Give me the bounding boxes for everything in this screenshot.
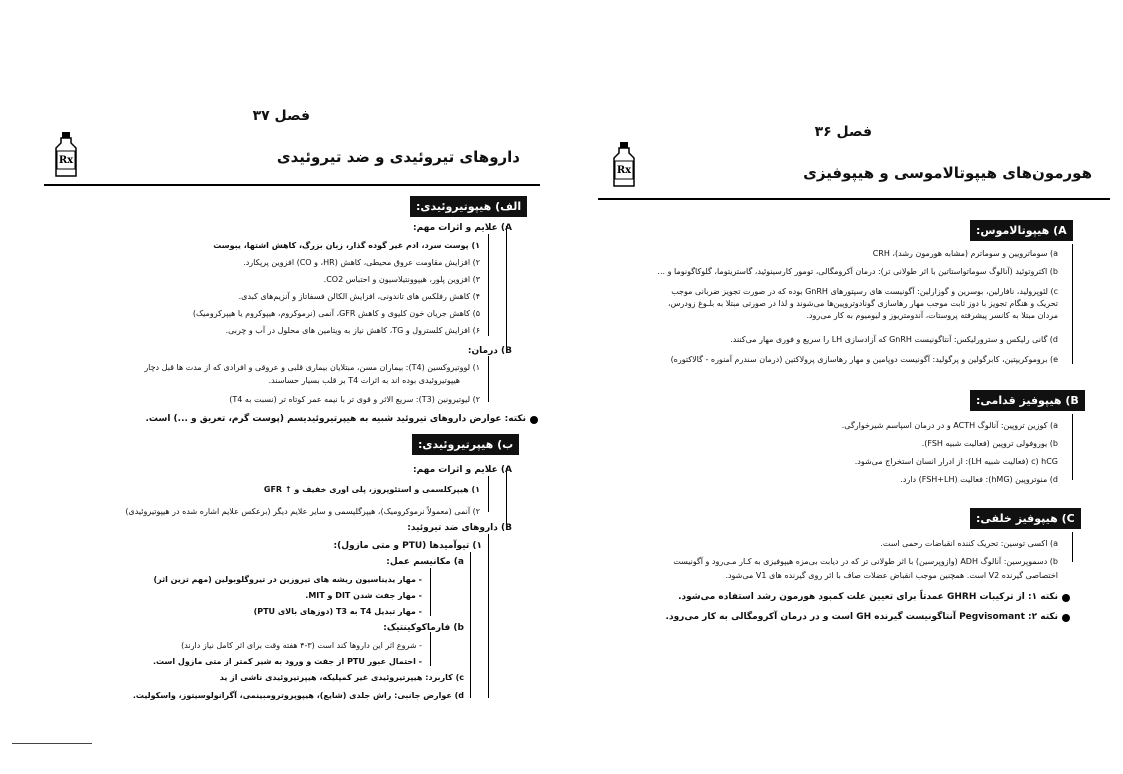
right-section-posterior-pituitary	[970, 508, 1081, 529]
right-note-1: نکته ۱: از ترکیبات GHRH عمدتاً برای تعیین علت کمبود هورمون رشد استفاده می‌شود.	[678, 592, 1058, 602]
hypo-treatment-item: ۱) لووتیروکسین (T4): بیماران مسن، مبتلایان بیماری قلبی و عروقی و افرادی که از مدت ها قبل دچار	[144, 363, 480, 372]
posterior-pituitary-item: a) اکسی توسین: تحریک کننده انقباضات رحمی است.	[880, 539, 1058, 548]
section-label: هیپوفیز خلفی:	[976, 512, 1058, 525]
left-page	[0, 0, 560, 774]
posterior-pituitary-item: اختصاصی گیرنده V2 است. همچنین موجب انقباض عضلات صاف با اثر روی گیرنده های V1 می‌شود.	[725, 571, 1058, 580]
hypo-sign-item: ۴) کاهش رفلکس های تاندونی، افزایش الکالن فسفاتاز و آنزیم‌های کبدی.	[238, 292, 480, 301]
note-drop-icon	[1062, 594, 1070, 602]
hypo-sign-item: ۳) افزوین پلور، هیپوونتیلاسیون و احتباس CO2.	[323, 275, 480, 284]
right-note-2: نکته ۲: Pegvisomant آنتاگونیست گیرنده GH است و در درمان آکرومگالی به کار می‌رود.	[665, 612, 1058, 622]
hypothalamus-item: تحریک و هنگام تجویز با دوز ثابت موجب مهار رهاسازی گونادوتروپین‌ها می‌شوند و لذا در صورتی مبتلا به بلـوغ زودرس،	[668, 299, 1058, 308]
section-letter: ب)	[497, 438, 514, 451]
left-title-rule	[44, 184, 540, 186]
tree-line	[1072, 414, 1073, 480]
section-letter: C)	[1061, 512, 1075, 525]
section-label: هیپرتیروئیدی:	[418, 438, 494, 451]
anterior-pituitary-item: b) یوروفولی تروپین (فعالیت شبیه FSH).	[921, 439, 1058, 448]
tree-line	[506, 468, 507, 528]
thioamides-header: ۱) تیوآمیدها (PTU و متی مازول):	[333, 541, 482, 551]
tree-line	[488, 534, 489, 698]
hypo-sign-item: ۵) کاهش جریان خون کلیوی و کاهش GFR، آنمی (نرموکروم، هیپوکروم یا هیپرکرومیک)	[192, 309, 480, 318]
hyper-sign-item: ۲) آنمی (معمولاً نرموکرومیک)، هیپرگلیسمی و سایر علایم دیگر (برعکس علایم اشاره شده در هیپوتیروئیدی)	[125, 507, 480, 516]
rx-bottle-icon	[54, 132, 78, 178]
hypothalamus-item: b) اکتروتوئید (آنالوگ سوماتواستاتین با اثر طولانی تر): درمان آکرومگالی، تومور کارسینوئید، گاستریتوما، گلوکاگونوما و ...	[657, 267, 1058, 276]
left-chapter-number: فصل ۳۷	[252, 108, 310, 124]
hypothalamus-item: d) گانی رلیکس و سترورلیکس: آنتاگونیست GnRH که آزادسازی LH را سریع و فوری مهار می‌کنند.	[730, 335, 1058, 344]
mechanism-item: - مهار جفت شدن DIT و MIT.	[305, 591, 422, 600]
tree-line	[430, 632, 431, 666]
tree-line	[506, 226, 507, 352]
antithyroid-header: B) داروهای ضد تیروئید:	[407, 523, 512, 533]
hypothalamus-item: مردان مبتلا به کانسر پیشرفته پروستات، آندومتریوز و لیومیوم به کار می‌رود.	[806, 311, 1058, 320]
left-section-hyperthyroid	[412, 434, 519, 455]
section-label: هیپوفیز قدامی:	[976, 394, 1062, 407]
tree-line	[470, 552, 471, 698]
section-letter: الف)	[495, 200, 522, 213]
pharmacokinetics-item: - شروع اثر این داروها کند است (۳-۴ هفته وقت برای اثر کامل نیاز دارند)	[181, 641, 422, 650]
pharmacokinetics-item: - احتمال عبور PTU از جفت و ورود به شیر کمتر از متی مازول است.	[152, 657, 422, 666]
page-footer-rule	[12, 743, 92, 744]
anterior-pituitary-item: a) کوزین تروپین: آنالوگ ACTH و در درمان اسپاسم شیرخوارگی.	[841, 421, 1058, 430]
right-chapter-title: هورمون‌های هیپوتالاموسی و هیپوفیزی	[803, 164, 1092, 182]
mechanism-item: - مهار یدیناسیون ریشه های تیروزین در تیروگلوبولین (مهم ترین اثر)	[153, 575, 422, 584]
note-drop-icon	[1062, 614, 1070, 622]
posterior-pituitary-item: b) دسموپرسین: آنالوگ ADH (وازوپرسین) با اثر طولانی تر که در دیابت بی‌مزه هیپوفیزی به کـار مـی‌رود و آگونیست	[673, 557, 1058, 566]
svg-text:Rx: Rx	[58, 155, 74, 166]
hypo-treatment-item: هیپوتیروئیدی بوده اند به اثرات T4 بر قلب بسیار حساسند.	[268, 376, 460, 385]
section-label: هیپوتیروئیدی:	[416, 200, 492, 213]
right-section-anterior-pituitary	[970, 390, 1085, 411]
mechanism-item: - مهار تبدیل T4 به T3 (دوزهای بالای PTU)	[253, 607, 422, 616]
hypo-treatment-header: B) درمان:	[467, 346, 512, 356]
right-page	[562, 0, 1123, 774]
right-section-hypothalamus	[970, 220, 1073, 241]
note-drop-icon	[530, 416, 538, 424]
hyper-sign-item: ۱) هیپرکلسمی و استئوپروز، پلی اوری خفیف و ↑ GFR	[263, 485, 480, 494]
hypo-sign-item: ۱) پوست سرد، ادم غیر گوده گذار، زبان بزرگ، کاهش اشتها، یبوست	[213, 241, 480, 250]
hypothalamus-item: a) سوماترویین و سوماترم (مشابه هورمون رشد)، CRH	[872, 249, 1058, 258]
tree-line	[488, 234, 489, 336]
tree-line	[430, 568, 431, 616]
mechanism-header: a) مکانیسم عمل:	[386, 557, 464, 567]
tree-line	[1072, 244, 1073, 364]
svg-text:Rx: Rx	[616, 165, 632, 176]
section-letter: B)	[1065, 394, 1079, 407]
hypothalamus-item: c) لئوپرولید، نافارلین، بوسرین و گوزارلین: آگونیست های رسپتورهای GnRH بوده که در صورت تجویز ضربانی موجب	[671, 287, 1058, 296]
tree-line	[488, 356, 489, 402]
section-label: هیپوتالاموس:	[976, 224, 1050, 237]
right-chapter-number: فصل ۳۶	[814, 124, 872, 140]
left-note: نکته: عوارض داروهای تیروئید شبیه به هیپرتیروئیدیسم (پوست گرم، تعریق و ...) است.	[145, 414, 526, 424]
hypo-sign-item: ۶) افزایش کلسترول و TG، کاهش نیاز به ویتامین های محلول در آب و چربی.	[225, 326, 480, 335]
right-title-rule	[598, 198, 1110, 200]
hypothalamus-item: e) بروموکریپتین، کابرگولین و پرگولید: آگونیست دوپامین و مهار رهاسازی پرولاکتین (درمان سندرم آمنوره - گالاکتوره)	[670, 355, 1058, 364]
anterior-pituitary-item: d) منوتروپین (hMG): فعالیت (FSH+LH) دارد.	[900, 475, 1058, 484]
usage-item: c) کاربرد: هیپرتیروئیدی غیر کمپلیکه، هیپرتیروئیدی ناشی از ید	[219, 673, 464, 682]
left-section-hypothyroid	[410, 196, 527, 217]
section-letter: A)	[1053, 224, 1067, 237]
tree-line	[488, 476, 489, 512]
rx-bottle-icon	[612, 142, 636, 188]
anterior-pituitary-item: c) hCG (فعالیت شبیه LH): از ادرار انسان استخراج می‌شود.	[854, 457, 1058, 466]
hypo-signs-header: A) علایم و اثرات مهم:	[413, 223, 512, 233]
hypo-sign-item: ۲) افزایش مقاومت عروق محیطی، کاهش (HR، و CO) افزوین پرپکارد.	[243, 258, 480, 267]
tree-line	[1072, 532, 1073, 562]
left-chapter-title: داروهای تیروئیدی و ضد تیروئیدی	[276, 148, 520, 166]
hypo-treatment-item: ۲) لیوتیرونین (T3): سریع الاثر و قوی تر با نیمه عمر کوتاه تر (نسبت به T4)	[229, 395, 480, 404]
hyper-signs-header: A) علایم و اثرات مهم:	[413, 465, 512, 475]
side-effects-item: d) عوارض جانبی: راش جلدی (شایع)، هیپوپروترومبینمی، آگرانولوسیتوز، واسکولیت.	[132, 691, 464, 700]
pharmacokinetics-header: b) فارماکوکینتیک:	[383, 623, 464, 633]
